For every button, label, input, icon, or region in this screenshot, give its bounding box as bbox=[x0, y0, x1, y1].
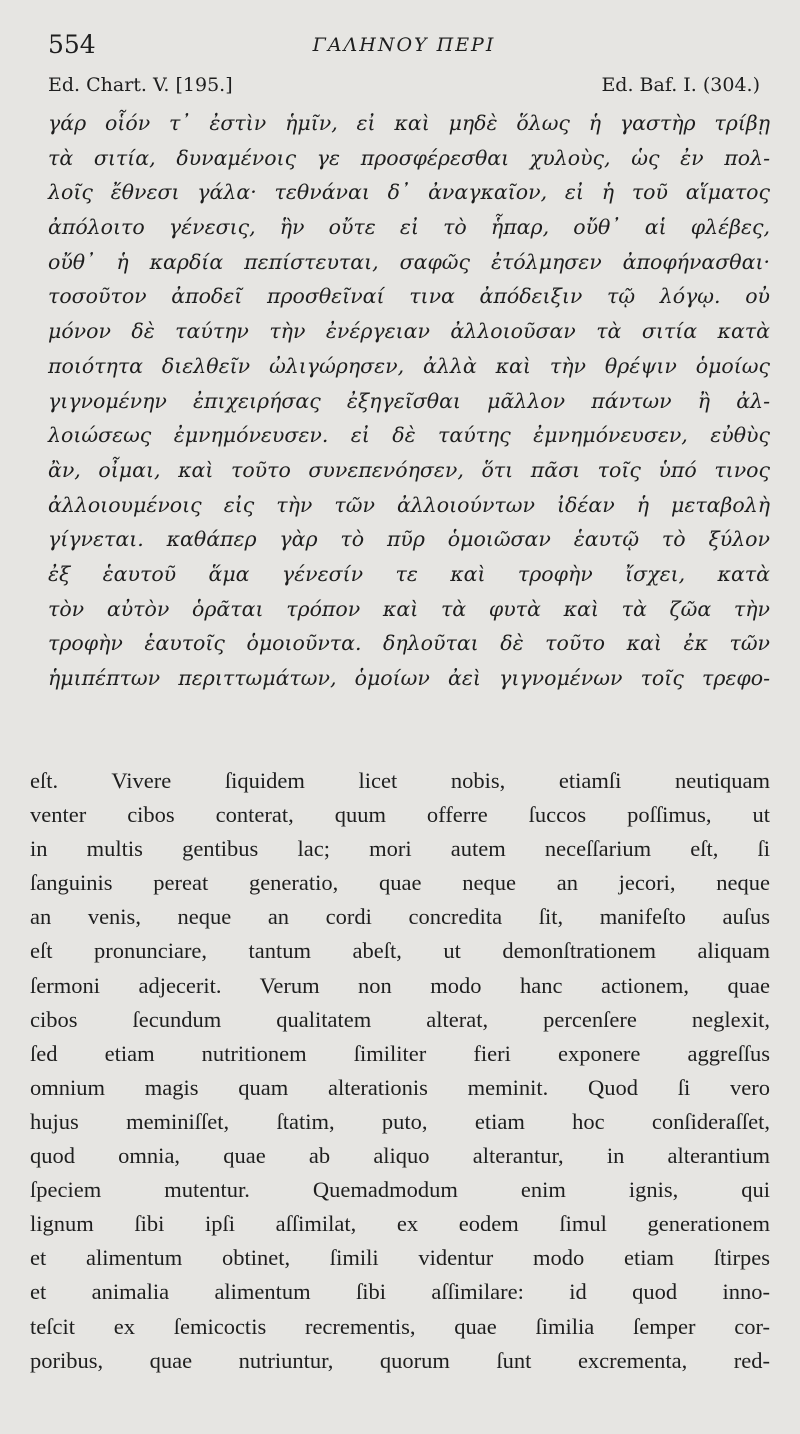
edition-basel: Ed. Baf. I. (304.) bbox=[601, 74, 760, 96]
greek-text-line: λοῖς ἔθνεσι γάλα· τεθνάναι δ᾽ ἀναγκαῖον, εἰ ἡ τοῦ αἵματος bbox=[48, 180, 770, 205]
greek-text-line: ἡμιπέπτων περιττωμάτων, ὁμοίων ἀεὶ γιγνομένων τοῖς τρεφο- bbox=[48, 666, 770, 690]
greek-text-line: τὸν αὐτὸν ὁρᾶται τρόπον καὶ τὰ φυτὰ καὶ τὰ ζῶα τὴν bbox=[48, 596, 770, 621]
greek-text-line: τροφὴν ἑαυτοῖς ὁμοιοῦντα. δηλοῦται δὲ τοῦτο καὶ ἐκ τῶν bbox=[48, 631, 770, 656]
latin-text-line: ſanguinis pereat generatio, quae neque an jecori, neque bbox=[30, 870, 770, 896]
latin-text-block bbox=[30, 764, 770, 1378]
latin-text-line: teſcit ex ſemicoctis recrementis, quae ſimilia ſemper cor- bbox=[30, 1313, 770, 1339]
greek-text-line: γίγνεται. καθάπερ γὰρ τὸ πῦρ ὁμοιῶσαν ἑαυτῷ τὸ ξύλον bbox=[48, 527, 770, 552]
latin-text-line: cibos ſecundum qualitatem alterat, percenſere neglexit, bbox=[30, 1006, 770, 1032]
greek-text-line: ἀπόλοιτο γένεσις, ἣν οὔτε εἰ τὸ ἧπαρ, οὔθ᾽ αἱ φλέβες, bbox=[48, 215, 770, 240]
latin-text-line: eſt pronunciare, tantum abeſt, ut demonſtrationem aliquam bbox=[30, 938, 770, 964]
greek-text-line: ἀλλοιουμένοις εἰς τὴν τῶν ἀλλοιούντων ἰδέαν ἡ μεταβολὴ bbox=[48, 492, 770, 517]
latin-text-line: omnium magis quam alterationis meminit. Quod ſi vero bbox=[30, 1074, 770, 1100]
greek-text-line: λοιώσεως ἐμνημόνευσεν. εἰ δὲ ταύτης ἐμνημόνευσεν, εὐθὺς bbox=[48, 423, 770, 448]
latin-text-line: lignum ſibi ipſi aſſimilat, ex eodem ſimul generationem bbox=[30, 1211, 770, 1237]
page-number: 554 bbox=[48, 30, 96, 59]
latin-text-line: ſermoni adjecerit. Verum non modo hanc actionem, quae bbox=[30, 972, 770, 998]
latin-text-line: ſpeciem mutentur. Quemadmodum enim ignis, qui bbox=[30, 1177, 770, 1203]
greek-text-line: γιγνομένην ἐπιχειρήσας ἐξηγεῖσθαι μᾶλλον πάντων ἢ ἀλ- bbox=[48, 388, 770, 413]
latin-text-line: venter cibos conterat, quum offerre ſuccos poſſimus, ut bbox=[30, 802, 770, 828]
latin-text-line: et animalia alimentum ſibi aſſimilare: id quod inno- bbox=[30, 1279, 770, 1305]
latin-text-line: poribus, quae nutriuntur, quorum ſunt excrementa, red- bbox=[30, 1347, 770, 1373]
greek-text-line: γάρ οἷόν τ᾽ ἐστὶν ἡμῖν, εἰ καὶ μηδὲ ὅλως ἡ γαστὴρ τρίβῃ bbox=[48, 111, 770, 135]
greek-text-line: τοσοῦτον ἀποδεῖ προσθεῖναί τινα ἀπόδειξιν τῷ λόγῳ. οὐ bbox=[48, 284, 770, 309]
greek-text-line: οὔθ᾽ ἡ καρδία πεπίστευται, σαφῶς ἐτόλμησεν ἀποφήνασθαι· bbox=[48, 249, 770, 274]
latin-text-line: et alimentum obtinet, ſimili videntur modo etiam ſtirpes bbox=[30, 1245, 770, 1271]
running-title: ΓΑΛΗΝΟΥ ΠΕΡΙ bbox=[312, 34, 496, 56]
greek-text-line: ἂν, οἶμαι, καὶ τοῦτο συνεπενόησεν, ὅτι πᾶσι τοῖς ὑπό τινος bbox=[48, 457, 770, 482]
latin-text-line: eſt. Vivere ſiquidem licet nobis, etiamſi neutiquam bbox=[30, 768, 770, 793]
greek-text-block bbox=[48, 106, 770, 696]
latin-text-line: quod omnia, quae ab aliquo alterantur, in alterantium bbox=[30, 1143, 770, 1169]
greek-text-line: μόνον δὲ ταύτην τὴν ἐνέργειαν ἀλλοιοῦσαν τὰ σιτία κατὰ bbox=[48, 319, 770, 344]
edition-chartier: Ed. Chart. V. [195.] bbox=[48, 74, 233, 96]
page-header bbox=[48, 30, 760, 64]
greek-text-line: ἐξ ἑαυτοῦ ἅμα γένεσίν τε καὶ τροφὴν ἴσχει, κατὰ bbox=[48, 561, 770, 586]
latin-text-line: an venis, neque an cordi concredita ſit, manifeſto auſus bbox=[30, 904, 770, 930]
latin-text-line: hujus meminiſſet, ſtatim, puto, etiam hoc conſideraſſet, bbox=[30, 1108, 770, 1134]
greek-text-line: τὰ σιτία, δυναμένοις γε προσφέρεσθαι χυλοὺς, ὡς ἐν πολ- bbox=[48, 145, 770, 170]
latin-text-line: ſed etiam nutritionem ſimiliter fieri exponere aggreſſus bbox=[30, 1040, 770, 1066]
greek-text-line: ποιότητα διελθεῖν ὠλιγώρησεν, ἀλλὰ καὶ τὴν θρέψιν ὁμοίως bbox=[48, 353, 770, 378]
latin-text-line: in multis gentibus lac; mori autem neceſſarium eſt, ſi bbox=[30, 836, 770, 862]
edition-references bbox=[48, 74, 760, 104]
